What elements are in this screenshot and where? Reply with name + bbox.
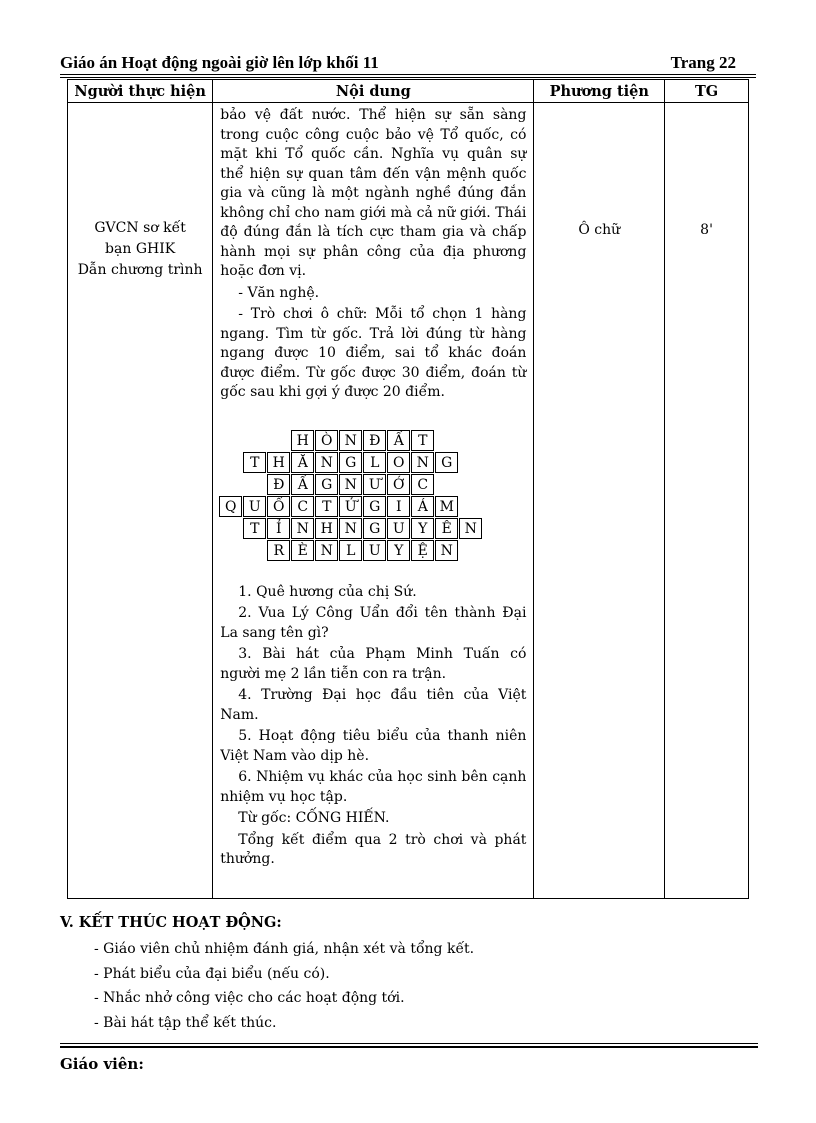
means-value: Ô chữ	[578, 222, 621, 238]
crossword-cell: Ử	[339, 496, 362, 517]
summary-line: Tổng kết điểm qua 2 trò chơi và phát thưởng.	[220, 831, 527, 867]
crossword-cell: T	[411, 430, 434, 451]
question-item: 5. Hoạt động tiêu biểu của thanh niên Việt Nam vào dịp hè.	[220, 728, 527, 764]
crossword-cell: G	[363, 496, 386, 517]
question-item: 3. Bài hát của Phạm Minh Tuấn có người mẹ 2 lần tiễn con ra trận.	[220, 646, 527, 682]
column-header-time: TG	[665, 80, 749, 103]
crossword-cell: M	[435, 496, 458, 517]
content-paragraph: - Văn nghệ.	[238, 284, 320, 301]
crossword-cell: R	[267, 540, 290, 561]
crossword-cell: Ê	[435, 518, 458, 539]
closing-section	[60, 914, 750, 1035]
crossword-cell: Ă	[291, 452, 314, 473]
crossword-cell: N	[315, 452, 338, 473]
crossword-cell: O	[387, 452, 410, 473]
crossword-cell: G	[315, 474, 338, 495]
crossword-cell: G	[363, 518, 386, 539]
crossword-cell: Ấ	[387, 430, 410, 451]
crossword-cell: È	[291, 540, 314, 561]
question-item: 2. Vua Lý Công Uẩn đổi tên thành Đại La sang tên gì?	[220, 605, 527, 641]
header-rule	[60, 77, 756, 78]
crossword-cell: Q	[219, 496, 242, 517]
performer-line: bạn GHIK	[105, 241, 176, 257]
lesson-table	[67, 79, 749, 899]
crossword-cell: Đ	[363, 430, 386, 451]
crossword-cell: Ệ	[411, 540, 434, 561]
document-title: Giáo án Hoạt động ngoài giờ lên lớp khối 11	[60, 53, 379, 72]
crossword-cell: H	[291, 430, 314, 451]
page-header	[60, 53, 736, 75]
crossword-cell: H	[267, 452, 290, 473]
section-heading: V. KẾT THÚC HOẠT ĐỘNG:	[60, 914, 282, 931]
crossword-cell: U	[387, 518, 410, 539]
crossword-cell: N	[315, 540, 338, 561]
table-row	[68, 103, 749, 899]
list-item: - Nhắc nhở công việc cho các hoạt động tới.	[94, 990, 405, 1006]
column-header-performer: Người thực hiện	[68, 80, 213, 103]
crossword-cell: N	[291, 518, 314, 539]
crossword-cell: H	[315, 518, 338, 539]
footer-rule	[60, 1043, 758, 1044]
question-item: 4. Trường Đại học đầu tiên của Việt Nam.	[220, 687, 527, 723]
crossword-cell: N	[435, 540, 458, 561]
teacher-label: Giáo viên:	[60, 1055, 144, 1073]
crossword-cell: T	[243, 452, 266, 473]
crossword-cell: Y	[387, 540, 410, 561]
crossword-cell: Á	[411, 496, 434, 517]
question-item: 1. Quê hương của chị Sứ.	[238, 583, 417, 600]
table-header-row	[68, 80, 749, 103]
performer-line: Dẫn chương trình	[77, 262, 203, 278]
crossword-cell: Đ	[267, 474, 290, 495]
crossword-cell: Ố	[267, 496, 290, 517]
crossword-cell: C	[291, 496, 314, 517]
crossword-cell: I	[387, 496, 410, 517]
root-word: Từ gốc: CỐNG HIẾN.	[238, 810, 390, 826]
crossword-cell: N	[339, 430, 362, 451]
crossword-cell: U	[363, 540, 386, 561]
list-item: - Phát biểu của đại biểu (nếu có).	[94, 965, 330, 982]
content-cell	[213, 103, 534, 899]
crossword-cell: Ư	[363, 474, 386, 495]
crossword-cell: Ỉ	[267, 518, 290, 539]
crossword-cell: Ấ	[291, 474, 314, 495]
list-item: - Bài hát tập thể kết thúc.	[94, 1014, 277, 1031]
footer-rule	[60, 1046, 758, 1048]
crossword-grid	[220, 431, 526, 583]
page-number: Trang 22	[670, 53, 736, 72]
means-cell	[534, 103, 665, 899]
crossword-cell: G	[435, 452, 458, 473]
header-rule	[60, 74, 756, 75]
crossword-cell: U	[243, 496, 266, 517]
content-paragraph: bảo vệ đất nước. Thể hiện sự sẵn sàng trong cuộc công cuộc bảo vệ Tổ quốc, có mặt khi Tổ quốc cần. Nghĩa vụ quân sự thể hiện sự quan tâm đến vận mệnh quốc gia và cũng là một ngành nghề đúng đắn không chỉ cho nam giới mà cả nữ giới. Thái độ đúng đắn là tích cực tham gia và chấp hành mọi sự phân công của địa phương hoặc đơn vị.	[220, 107, 527, 279]
time-value: 8'	[700, 222, 713, 238]
column-header-means: Phương tiện	[534, 80, 665, 103]
crossword-cell: Ò	[315, 430, 338, 451]
crossword-cell: C	[411, 474, 434, 495]
crossword-cell: N	[411, 452, 434, 473]
crossword-cell: Y	[411, 518, 434, 539]
crossword-cell: G	[339, 452, 362, 473]
crossword-cell: T	[243, 518, 266, 539]
crossword-cell: N	[339, 518, 362, 539]
crossword-cell: N	[459, 518, 482, 539]
question-item: 6. Nhiệm vụ khác của học sinh bên cạnh nhiệm vụ học tập.	[220, 769, 527, 805]
column-header-content: Nội dung	[213, 80, 534, 103]
crossword-cell: L	[339, 540, 362, 561]
time-cell	[665, 103, 749, 899]
closing-list	[60, 937, 750, 1035]
crossword-cell: L	[363, 452, 386, 473]
performer-line: GVCN sơ kết	[94, 220, 186, 236]
content-paragraph: - Trò chơi ô chữ: Mỗi tổ chọn 1 hàng ngang. Tìm từ gốc. Trả lời đúng từ hàng ngang được 10 điểm, sai tổ khác đoán được điểm. Từ gốc được 30 điểm, đoán từ gốc sau khi gợi ý được 20 điểm.	[220, 306, 527, 400]
crossword-cell: T	[315, 496, 338, 517]
crossword-cell: Ớ	[387, 474, 410, 495]
crossword-cell: N	[339, 474, 362, 495]
list-item: - Giáo viên chủ nhiệm đánh giá, nhận xét và tổng kết.	[94, 941, 475, 957]
performer-cell	[68, 103, 213, 899]
